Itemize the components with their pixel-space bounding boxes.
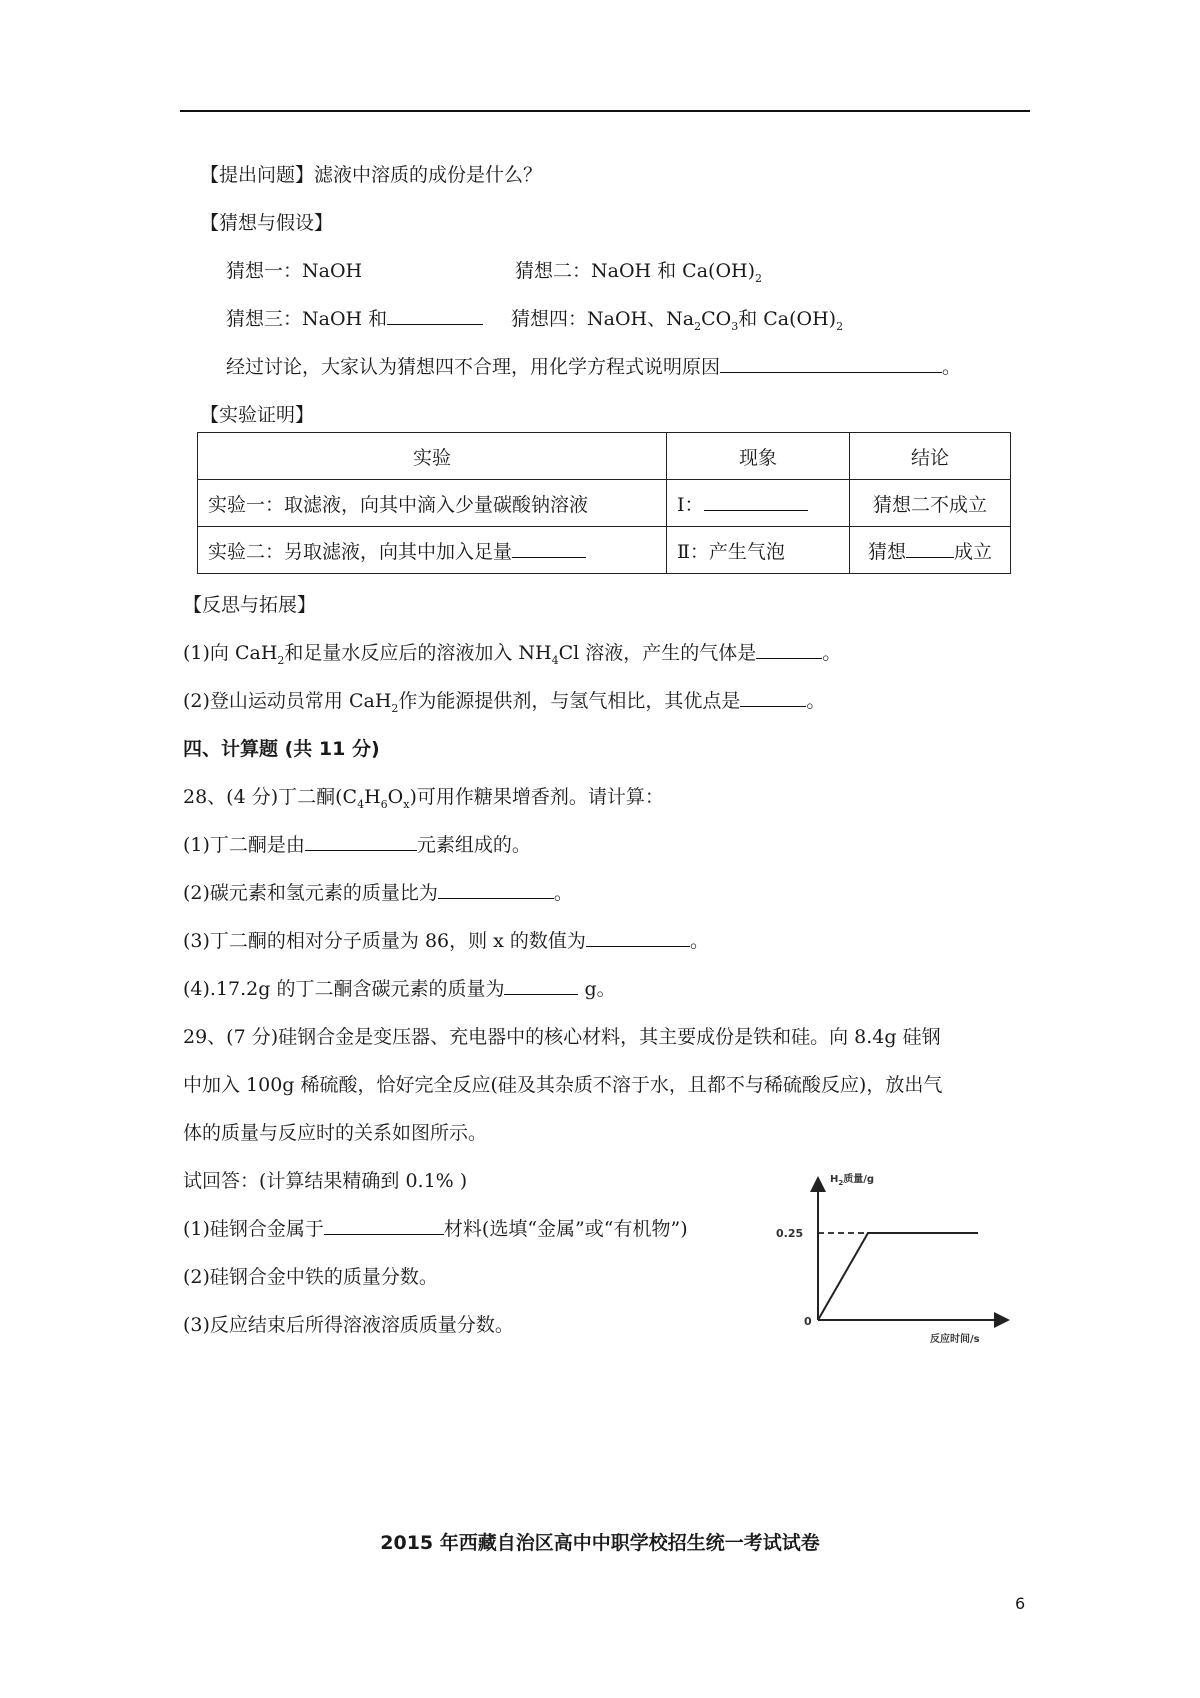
guess-one: 猜想一：NaOH: [226, 260, 363, 282]
reflect-q1: (1)向 CaH$_2$和足量水反应后的溶液加入 $NH_4Cl$ 溶液，产生的气体是 。: [183, 642, 842, 667]
answer-blank[interactable]: [704, 492, 808, 511]
table-header-row: [198, 433, 1011, 480]
y-tick-label: 0.25: [776, 1227, 804, 1240]
answer-blank[interactable]: [305, 832, 417, 851]
footer-title: 2015 年西藏自治区高中中职学校招生统一考试试卷: [380, 1532, 820, 1554]
answer-blank[interactable]: [740, 688, 806, 707]
answer-blank[interactable]: [387, 306, 483, 325]
page-number: 6: [1015, 1594, 1026, 1613]
guess-three: 猜想三：NaOH 和: [226, 304, 483, 331]
h2-mass-chart: [770, 1170, 1010, 1345]
table-row: [198, 527, 1011, 574]
table-row: [198, 480, 1011, 527]
guess-four: 猜想四：NaOH、$Na_2CO_3$和 $Ca(OH)_2$: [511, 308, 844, 333]
x-axis-label: 反应时间/s: [930, 1334, 980, 1345]
q29-part3: (3)反应结束后所得溶液溶质质量分数。: [183, 1314, 514, 1336]
q29-line1: 29、(7 分)硅钢合金是变压器、充电器中的核心材料，其主要成份是铁和硅。向 8.4g 硅钢: [183, 1026, 941, 1048]
q28-part4: (4).17.2g 的丁二酮含碳元素的质量为 g。: [183, 978, 616, 1000]
table-cell: 实验一：取滤液，向其中滴入少量碳酸钠溶液: [198, 480, 667, 527]
table-header: 现象: [667, 433, 850, 480]
hypothesis-title: 【猜想与假设】: [200, 212, 334, 234]
question-problem: 【提出问题】滤液中溶质的成份是什么？: [200, 164, 543, 186]
answer-blank[interactable]: [504, 976, 578, 995]
table-cell: 猜想 成立: [850, 527, 1011, 574]
q28-part2: (2)碳元素和氢元素的质量比为 。: [183, 882, 573, 904]
experiment-table: [197, 432, 1011, 574]
q28-part1: (1)丁二酮是由 元素组成的。: [183, 834, 531, 856]
series-line: [818, 1233, 978, 1320]
y-axis-label: $H_2$质量/g: [830, 1174, 875, 1187]
q29-part2: (2)硅钢合金中铁的质量分数。: [183, 1266, 438, 1288]
table-header: 实验: [198, 433, 667, 480]
answer-blank[interactable]: [906, 539, 954, 558]
section-heading: 四、计算题 (共 11 分): [183, 738, 380, 760]
q29-part1: (1)硅钢合金属于 材料(选填“金属”或“有机物”): [183, 1218, 688, 1240]
table-header: 结论: [850, 433, 1011, 480]
answer-blank[interactable]: [586, 928, 690, 947]
q29-line3: 体的质量与反应时的关系如图所示。: [183, 1122, 488, 1144]
answer-blank[interactable]: [438, 880, 554, 899]
answer-blank[interactable]: [720, 354, 942, 373]
origin-label: 0: [804, 1315, 812, 1328]
answer-blank[interactable]: [512, 539, 586, 558]
experiment-title: 【实验证明】: [200, 404, 315, 426]
q28-part3: (3)丁二酮的相对分子质量为 86，则 x 的数值为 。: [183, 930, 709, 952]
reflect-q2: (2)登山运动员常用 CaH$_2$作为能源提供剂，与氢气相比，其优点是 。: [183, 690, 826, 715]
guess-two: 猜想二：NaOH 和 $Ca(OH)_2$: [515, 260, 763, 285]
answer-blank[interactable]: [324, 1216, 444, 1235]
table-cell: 实验二：另取滤液，向其中加入足量: [198, 527, 667, 574]
reflect-title: 【反思与拓展】: [183, 594, 317, 616]
q28-intro: 28、(4 分)丁二酮$(C_4H_6O_x)$可用作糖果增香剂。请计算：: [183, 786, 664, 811]
answer-blank[interactable]: [756, 640, 822, 659]
header-rule: [180, 110, 1030, 112]
q29-ask: 试回答：(计算结果精确到 0.1% ): [183, 1170, 468, 1192]
q29-line2: 中加入 100g 稀硫酸，恰好完全反应(硅及其杂质不溶于水，且都不与稀硫酸反应)，放出气: [183, 1074, 943, 1096]
table-cell: Ⅱ：产生气泡: [667, 527, 850, 574]
table-cell: Ⅰ：: [667, 480, 850, 527]
table-cell: 猜想二不成立: [850, 480, 1011, 527]
discussion-line: 经过讨论，大家认为猜想四不合理，用化学方程式说明原因 。: [226, 356, 962, 378]
